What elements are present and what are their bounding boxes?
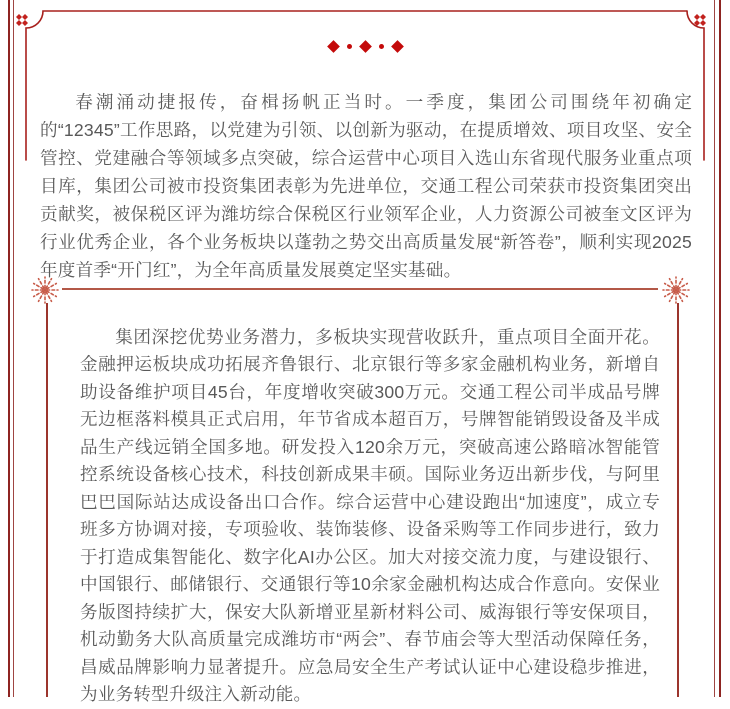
dot-icon: [379, 44, 384, 49]
highlight-right-rule: [677, 303, 679, 697]
corner-cross-ornament-icon: [13, 14, 31, 32]
highlight-left-rule: [46, 303, 48, 697]
diamond-separator-icon: [0, 38, 730, 54]
highlight-paragraph: 集团深挖优势业务潜力，多板块实现营收跃升，重点项目全面开花。金融押运板块成功拓展齐鲁银行、北京银行等多家金融机构业务，新增自助设备维护项目45台，年度增收突破300万元。交通工程公司半成品号牌无边框落料模具正式启用，年节省成本超百万，号牌智能销毁设备及半成品生产线远销全国多地。研发投入120余万元，突破高速公路暗冰智能管控系统设备核心技术，科技创新成果丰硕。国际业务迈出新步伐，与阿里巴巴国际站达成设备出口合作。综合运营中心建设跑出“加速度”，成立专班多方协调对接，专项验收、装饰装修、设备采购等工作同步进行，致力于打造成集智能化、数字化AI办公区。加大对接交流力度，与建设银行、中国银行、邮储银行、交通银行等10余家金融机构达成合作意向。安保业务版图持续扩大，保安大队新增亚星新材料公司、威海银行等安保项目，机动勤务大队高质量完成潍坊市“两会”、春节庙会等大型活动保障任务，昌威品牌影响力显著提升。应急局安全生产考试认证中心建设稳步推进，为业务转型升级注入新动能。: [80, 326, 660, 705]
diamond-icon: [391, 40, 404, 53]
diamond-icon: [359, 40, 372, 53]
diamond-icon: [327, 40, 340, 53]
intro-paragraph: 春潮涌动捷报传，奋楫扬帆正当时。一季度，集团公司围绕年初确定的“12345”工作思路，以党建为引领、以创新为驱动，在提质增效、项目攻坚、安全管控、党建融合等领域多点突破，综合运营中心项目入选山东省现代服务业重点项目库，集团公司被市投资集团表彰为先进单位，交通工程公司荣获市投资集团突出贡献奖，被保税区评为潍坊综合保税区行业领军企业，人力资源公司被奎文区评为行业优秀企业，各个业务板块以蓬勃之势交出高质量发展“新答卷”，顺利实现2025年度首季“开门红”，为全年高质量发展奠定坚实基础。: [40, 91, 692, 280]
dot-icon: [347, 44, 352, 49]
firework-burst-icon: [661, 275, 691, 305]
corner-cross-ornament-icon: [691, 14, 709, 32]
section-divider-line: [62, 288, 658, 290]
firework-burst-icon: [30, 275, 60, 305]
